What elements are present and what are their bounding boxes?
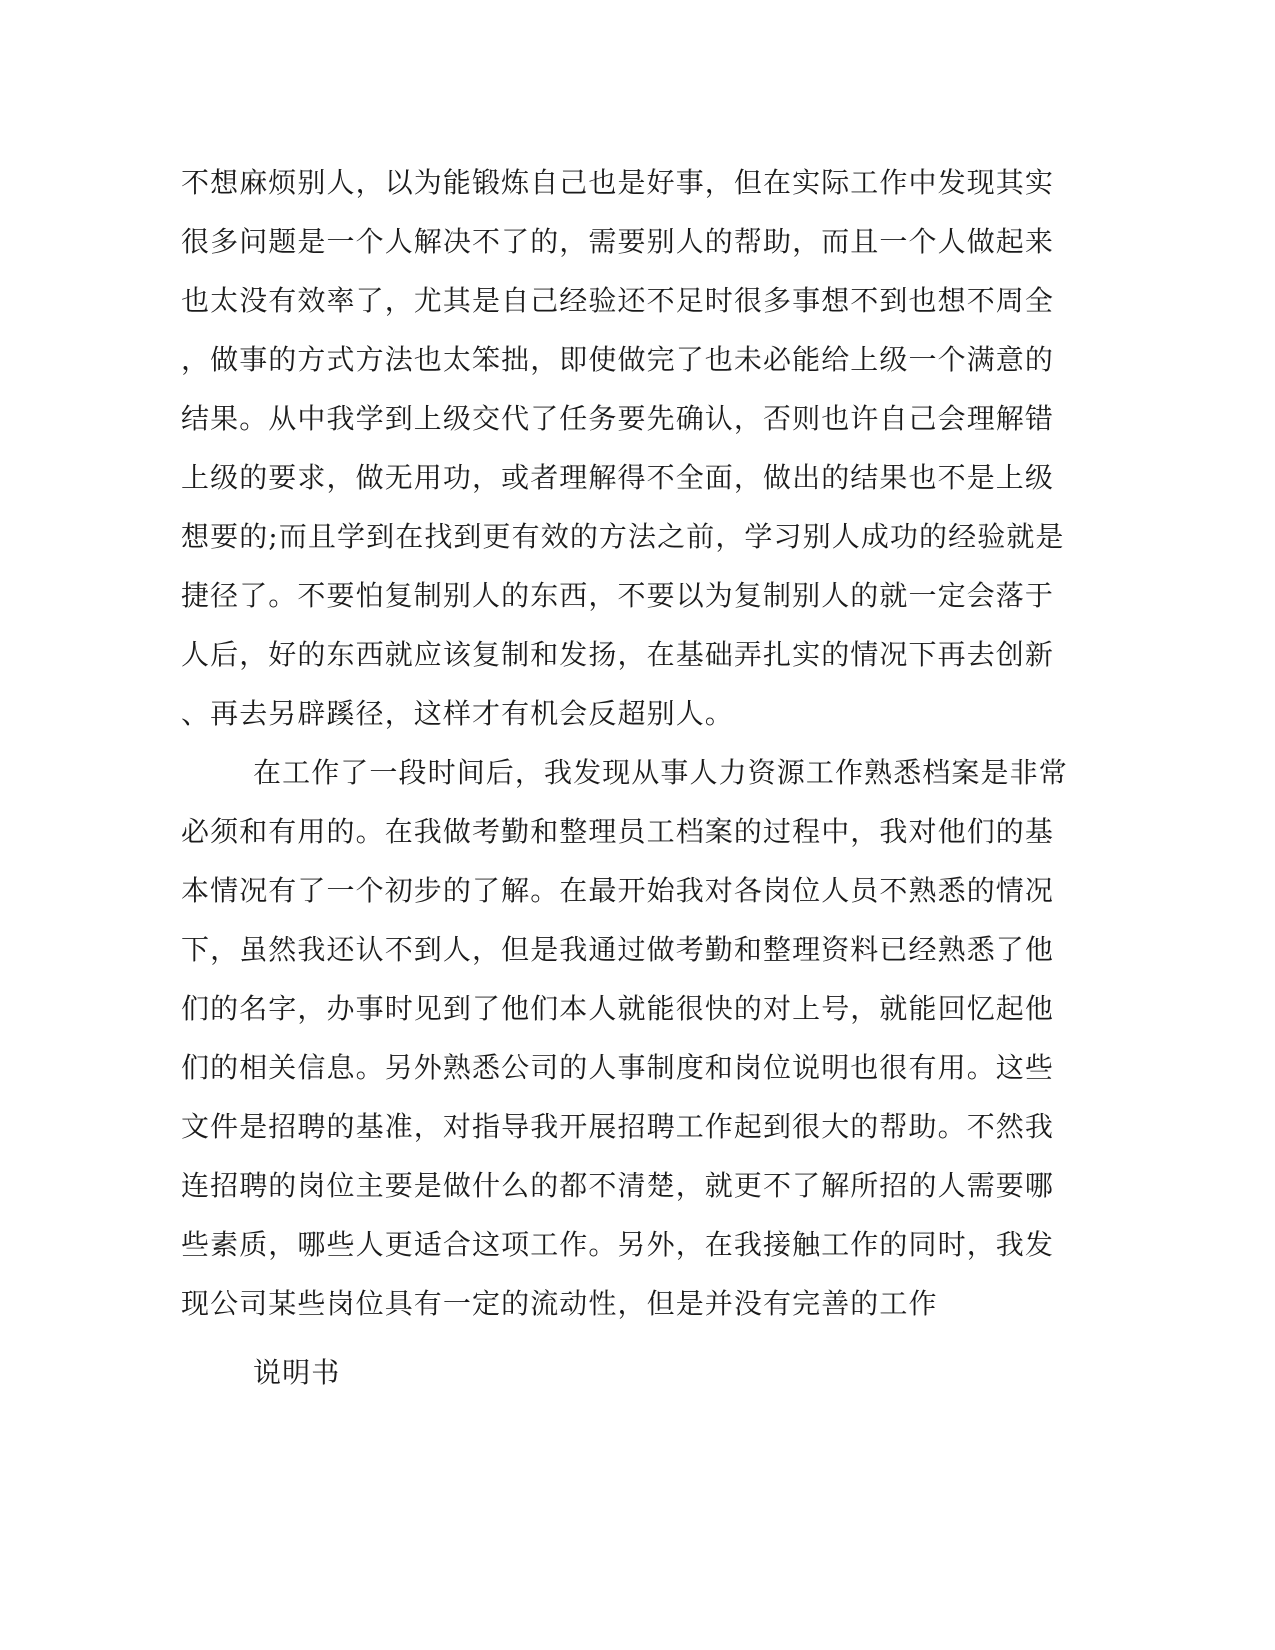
text-line: 也太没有效率了，尤其是自己经验还不足时很多事想不到也想不周全: [181, 284, 1055, 317]
text-line: 在工作了一段时间后，我发现从事人力资源工作熟悉档案是非常: [253, 756, 1068, 789]
text-line: 、再去另辟蹊径，这样才有机会反超别人。: [181, 697, 734, 730]
text-line: 连招聘的岗位主要是做什么的都不清楚，就更不了解所招的人需要哪: [181, 1169, 1055, 1202]
text-line: 们的名字，办事时见到了他们本人就能很快的对上号，就能回忆起他: [181, 992, 1055, 1025]
text-line: 结果。从中我学到上级交代了任务要先确认，否则也许自己会理解错: [181, 402, 1055, 435]
text-line: 捷径了。不要怕复制别人的东西，不要以为复制别人的就一定会落于: [181, 579, 1055, 612]
text-line: ，做事的方式方法也太笨拙，即使做完了也未必能给上级一个满意的: [181, 343, 1055, 376]
text-line: 必须和有用的。在我做考勤和整理员工档案的过程中，我对他们的基: [181, 815, 1055, 848]
text-line: 些素质，哪些人更适合这项工作。另外，在我接触工作的同时，我发: [181, 1228, 1055, 1261]
text-line: 下，虽然我还认不到人，但是我通过做考勤和整理资料已经熟悉了他: [181, 933, 1055, 966]
text-line: 想要的;而且学到在找到更有效的方法之前，学习别人成功的经验就是: [181, 520, 1065, 553]
text-line: 上级的要求，做无用功，或者理解得不全面，做出的结果也不是上级: [181, 461, 1055, 494]
body-text: [181, 153, 1068, 1402]
text-line: 现公司某些岗位具有一定的流动性，但是并没有完善的工作: [181, 1287, 938, 1320]
text-line: 们的相关信息。另外熟悉公司的人事制度和岗位说明也很有用。这些: [181, 1051, 1055, 1084]
paragraph-2: [181, 743, 1068, 1333]
text-line: 文件是招聘的基准，对指导我开展招聘工作起到很大的帮助。不然我: [181, 1110, 1055, 1143]
text-line: 人后，好的东西就应该复制和发扬，在基础弄扎实的情况下再去创新: [181, 638, 1055, 671]
paragraph-1: [181, 153, 1065, 743]
text-line: 不想麻烦别人，以为能锻炼自己也是好事，但在实际工作中发现其实: [181, 166, 1055, 199]
text-line: 很多问题是一个人解决不了的，需要别人的帮助，而且一个人做起来: [181, 225, 1055, 258]
text-line: 本情况有了一个初步的了解。在最开始我对各岗位人员不熟悉的情况: [181, 874, 1055, 907]
caption-text: 说明书: [253, 1356, 341, 1389]
